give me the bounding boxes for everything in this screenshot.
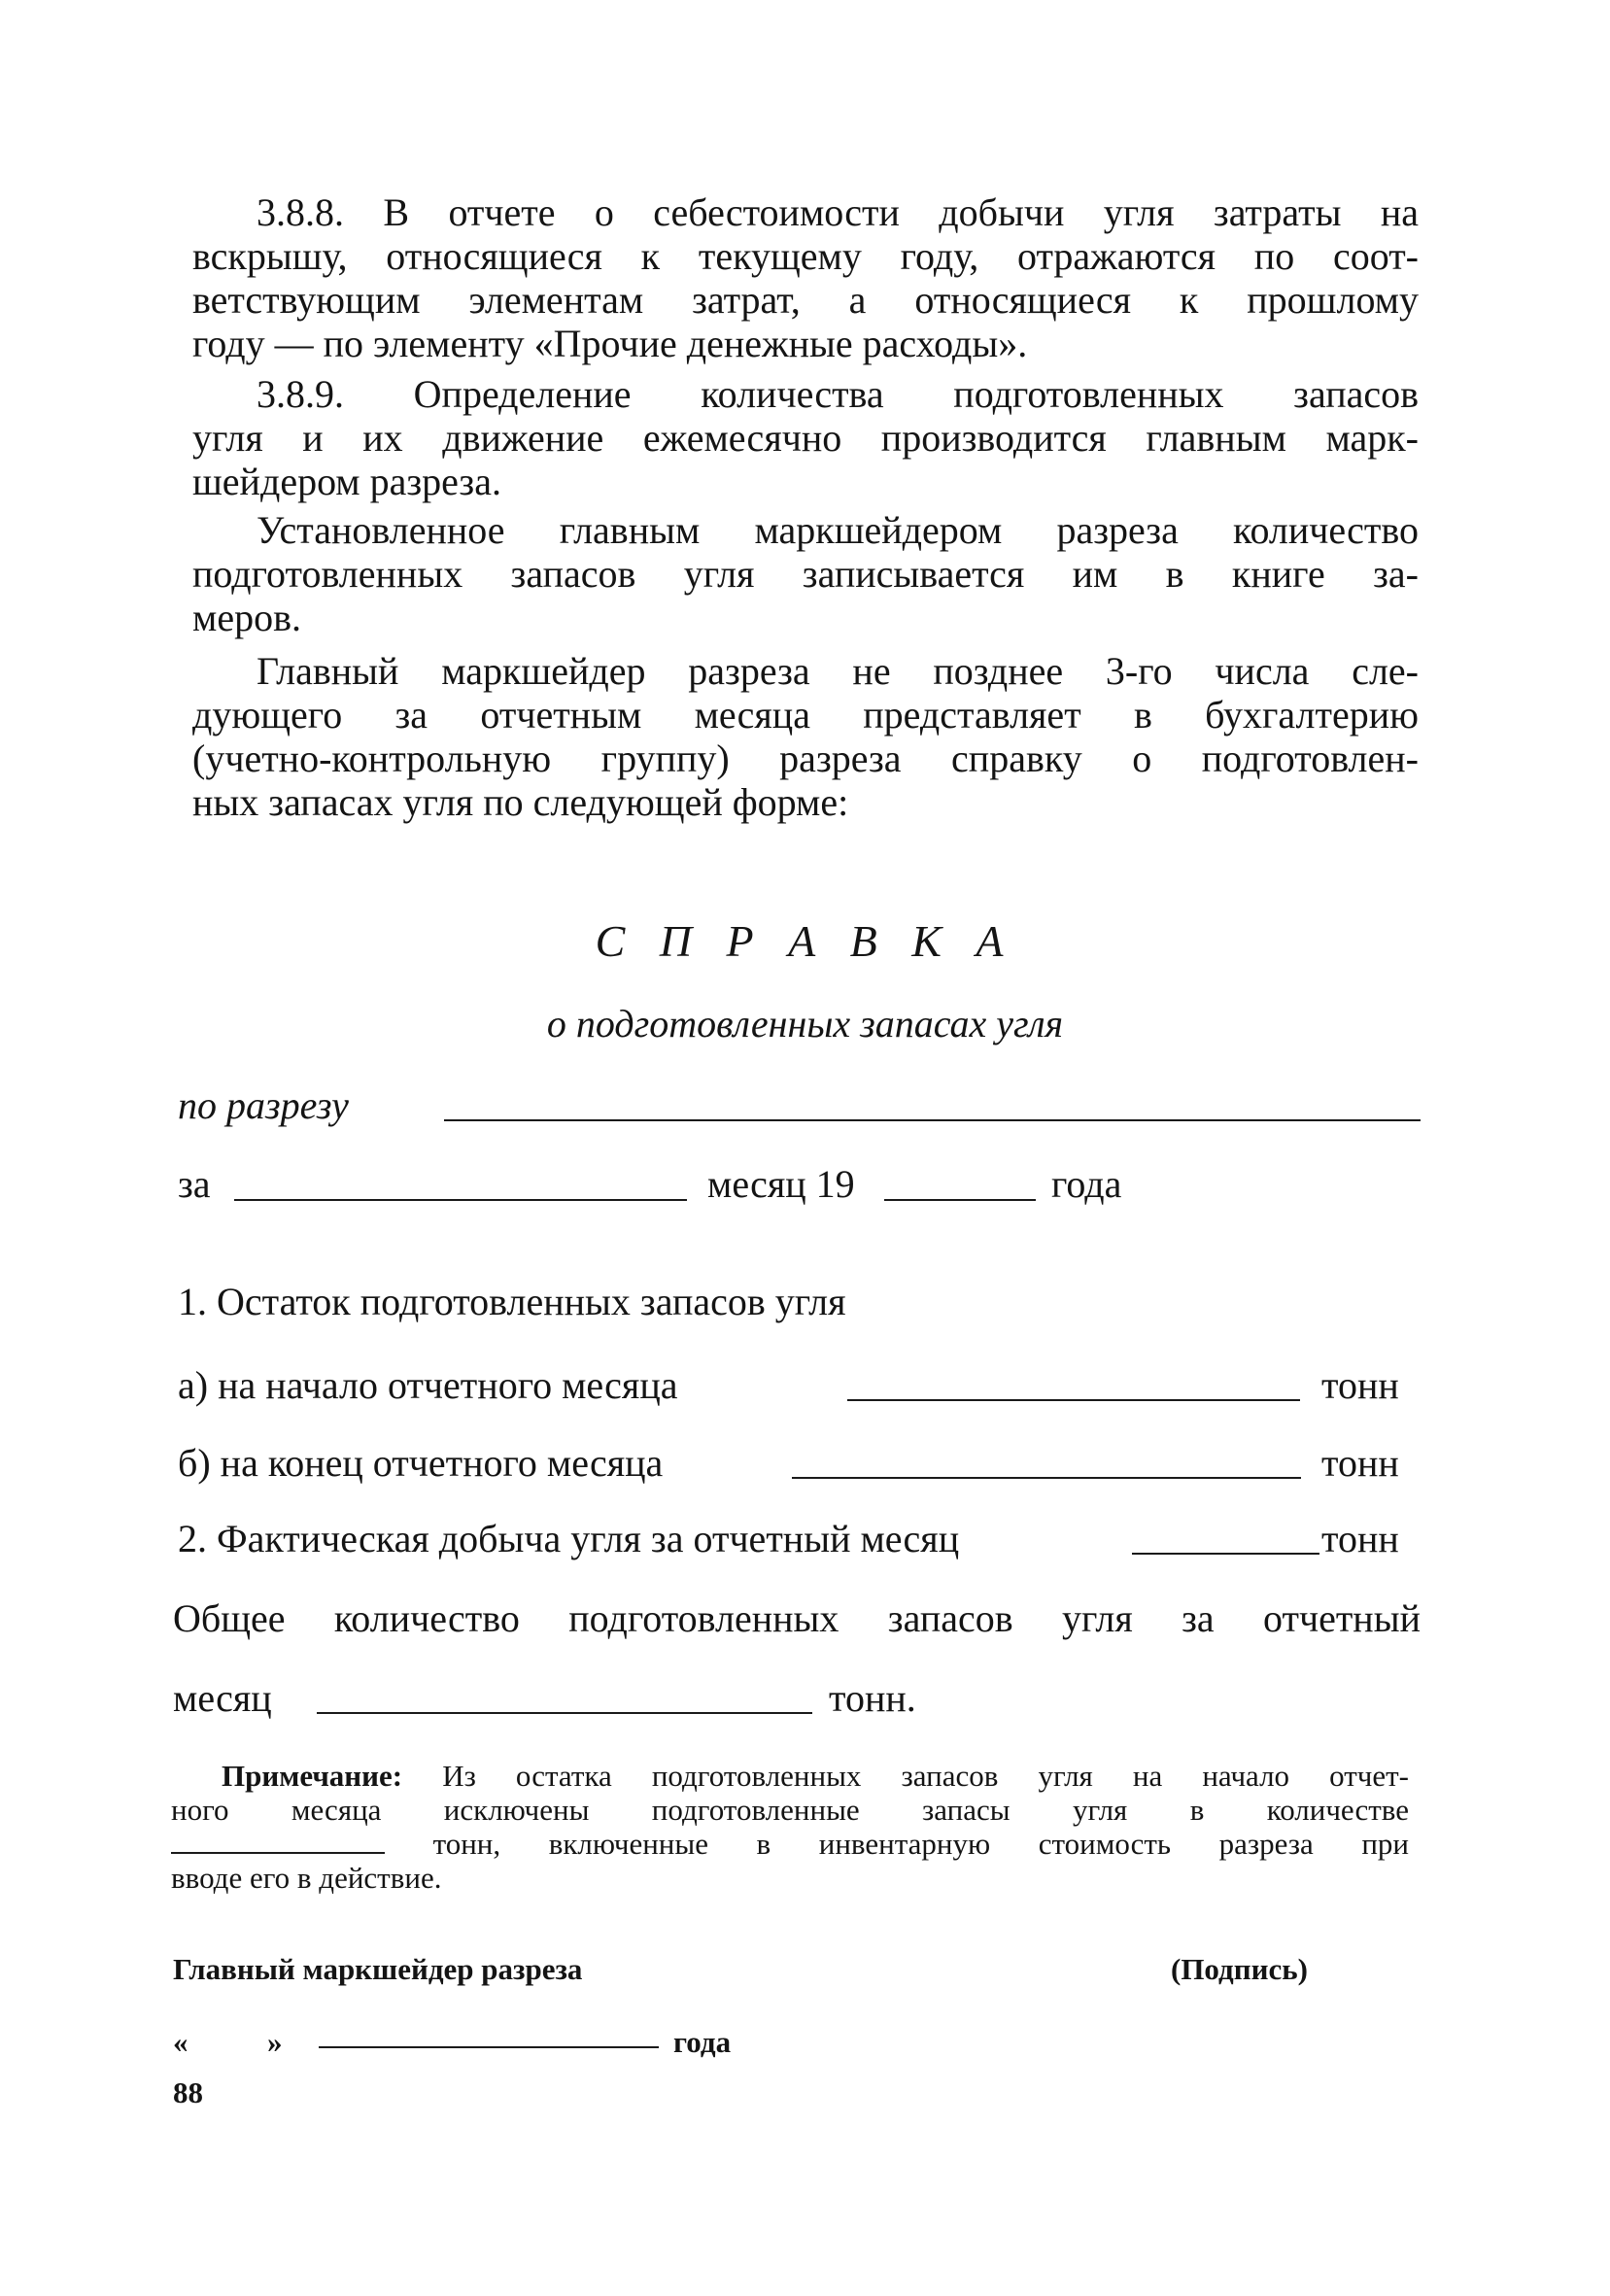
total-blank[interactable] xyxy=(317,1679,812,1714)
total-tonn-label: тонн. xyxy=(829,1676,916,1720)
text-line: ных запасах угля по следующей форме: xyxy=(192,780,849,824)
text-line: вскрышу, относящиеся к текущему году, отражаются по соот- xyxy=(192,234,1419,278)
paragraph-3-8-9 xyxy=(192,372,1419,503)
total-mesyac-label: месяц xyxy=(173,1676,272,1720)
text-line: Установленное главным маркшейдером разреза количество xyxy=(257,508,1419,552)
note-block xyxy=(171,1759,1409,1895)
form-field-po-razrezu xyxy=(178,1082,349,1129)
text-line: угля и их движение ежемесячно производится главным марк- xyxy=(192,416,1419,460)
text-line: ветствующим элементам затрат, а относящиеся к прошлому xyxy=(192,278,1419,322)
po-razrezu-label: по разрезу xyxy=(178,1083,349,1127)
form-total-line: Общее количество подготовленных запасов угля за отчетный xyxy=(173,1596,1421,1640)
form-item-1: 1. Остаток подготовленных запасов угля xyxy=(178,1280,846,1323)
mesyac-19-label: месяц 19 xyxy=(707,1162,855,1206)
signature-placeholder: (Подпись) xyxy=(1171,1952,1308,1986)
year-blank[interactable] xyxy=(884,1166,1036,1201)
item-1b-tonn: тонн xyxy=(1321,1441,1399,1485)
form-subtitle: о подготовленных запасах угля xyxy=(546,1002,1064,1045)
date-quote-open: « xyxy=(173,2025,188,2059)
text-line: дующего за отчетным месяца представляет в бухгалтерию xyxy=(192,693,1419,737)
goda-label: года xyxy=(1051,1162,1122,1206)
note-line-1 xyxy=(171,1759,1409,1793)
item-1a-tonn: тонн xyxy=(1321,1363,1399,1407)
form-item-2-label: 2. Фактическая добыча угля за отчетный месяц xyxy=(178,1517,960,1560)
paragraph-3-8-8 xyxy=(192,190,1419,365)
date-quote-close: » xyxy=(267,2025,283,2059)
form-field-za-label xyxy=(178,1161,211,1208)
item-2-tonn: тонн xyxy=(1321,1517,1399,1560)
note-text: Из остатка подготовленных запасов угля на начало отчет- xyxy=(442,1759,1409,1793)
note-label: Примечание: xyxy=(222,1759,403,1793)
text-line: подготовленных запасов угля записывается им в книге за- xyxy=(192,552,1419,596)
form-title: С П Р А В К А xyxy=(595,916,1015,966)
note-blank[interactable] xyxy=(171,1827,385,1854)
za-label: за xyxy=(178,1162,211,1206)
date-goda: года xyxy=(673,2025,732,2059)
note-line-4: вводе его в действие. xyxy=(171,1861,442,1895)
note-line-3 xyxy=(171,1827,1409,1861)
form-item-1b-label: б) на конец отчетного месяца xyxy=(178,1441,664,1485)
text-line: 3.8.9. Определение количества подготовленных запасов xyxy=(257,372,1419,416)
po-razrezu-blank[interactable] xyxy=(444,1086,1421,1121)
form-item-1a-label: а) на начало отчетного месяца xyxy=(178,1363,678,1407)
note-line-2: ного месяца исключены подготовленные запасы угля в количестве xyxy=(171,1793,1409,1827)
text-line: шейдером разреза. xyxy=(192,460,501,503)
text-line: году — по элементу «Прочие денежные расходы». xyxy=(192,322,1028,365)
za-blank[interactable] xyxy=(234,1166,687,1201)
page-number: 88 xyxy=(173,2075,203,2109)
item-2-blank[interactable] xyxy=(1132,1520,1319,1555)
paragraph-ustanovlennoe xyxy=(192,508,1419,639)
text-line: меров. xyxy=(192,596,301,639)
signature-role: Главный маркшейдер разреза xyxy=(173,1952,583,1986)
text-line: (учетно-контрольную группу) разреза справку о подготовлен- xyxy=(192,737,1419,780)
date-blank[interactable] xyxy=(319,2021,659,2048)
text-line: 3.8.8. В отчете о себестоимости добычи угля затраты на xyxy=(257,190,1419,234)
text-line: Главный маркшейдер разреза не позднее 3-го числа сле- xyxy=(257,649,1419,693)
paragraph-glavny-marksheider xyxy=(192,649,1419,824)
item-1b-blank[interactable] xyxy=(792,1444,1301,1479)
item-1a-blank[interactable] xyxy=(847,1366,1300,1401)
note-text: тонн, включенные в инвентарную стоимость разреза при xyxy=(432,1827,1410,1861)
